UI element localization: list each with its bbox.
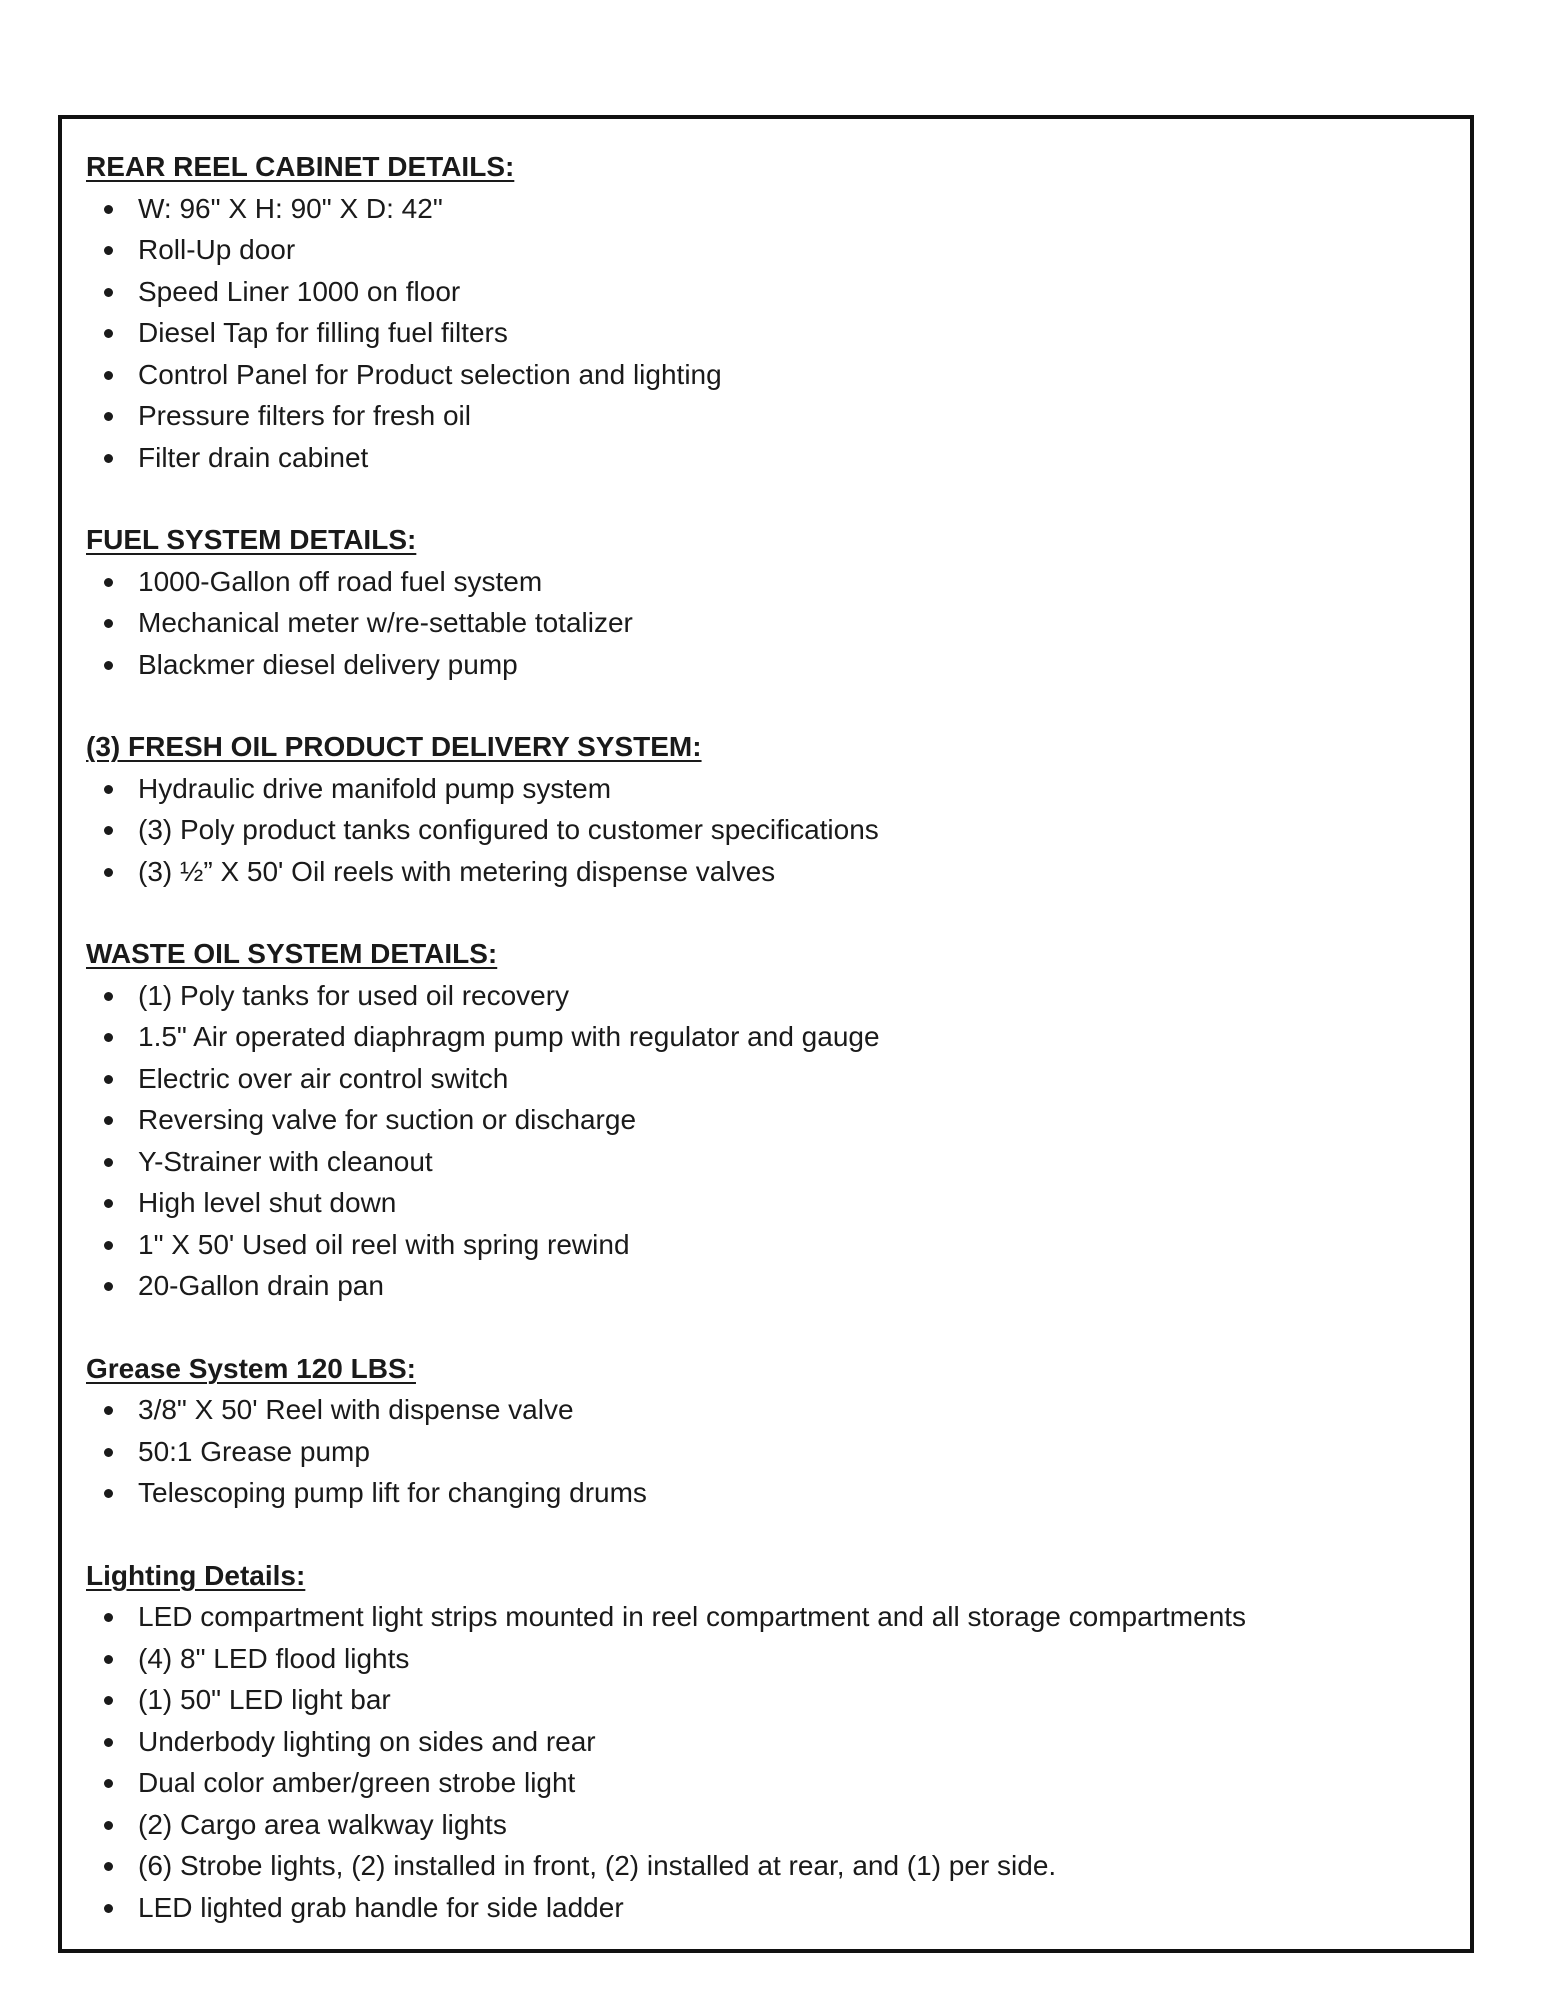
list-item: [86, 602, 1456, 644]
bullet-icon: [104, 1241, 113, 1250]
list-item: [86, 1679, 1456, 1721]
list-item: [86, 1721, 1456, 1763]
list-item-text: 1.5" Air operated diaphragm pump with regulator and gauge: [138, 1021, 880, 1052]
bullet-icon: [104, 1613, 113, 1622]
list-item: [86, 437, 1456, 479]
bullet-icon: [104, 371, 113, 380]
list-item: [86, 395, 1456, 437]
list-item: [86, 1431, 1456, 1473]
list-item-text: 3/8" X 50' Reel with dispense valve: [138, 1394, 574, 1425]
list-item-text: (4) 8" LED flood lights: [138, 1642, 410, 1674]
list-item-text: (1) 50" LED light bar: [138, 1684, 391, 1715]
bullet-icon: [104, 661, 113, 670]
bullet-icon: [104, 1904, 113, 1913]
list-item: [86, 1265, 1456, 1307]
list-item-text: Filter drain cabinet: [138, 441, 369, 473]
list-item: [86, 1845, 1456, 1887]
list-item-text: Speed Liner 1000 on floor: [138, 275, 461, 307]
list-item: [86, 561, 1456, 603]
list-item-text: Pressure filters for fresh oil: [138, 400, 471, 431]
list-item-text: Blackmer diesel delivery pump: [138, 648, 518, 680]
list-item-text: Electric over air control switch: [138, 1062, 509, 1094]
list-item: [86, 1224, 1456, 1266]
section-lighting: [86, 1555, 1456, 1929]
section-heading: Grease System 120 LBS:: [86, 1352, 416, 1384]
bullet-icon: [104, 868, 113, 877]
list-item-text: Roll-Up door: [138, 234, 296, 265]
list-item-text: Mechanical meter w/re-settable totalizer: [138, 607, 633, 638]
list-item: [86, 1638, 1456, 1680]
section-waste-oil-system: [86, 933, 1456, 1307]
list-item: [86, 809, 1456, 851]
list-item-text: Hydraulic drive manifold pump system: [138, 772, 612, 804]
list-item: [86, 1058, 1456, 1100]
bullet-icon: [104, 1406, 113, 1415]
bullet-icon: [104, 1033, 113, 1042]
spec-sheet-content: [86, 146, 1456, 1928]
bullet-icon: [104, 578, 113, 587]
list-item-text: LED lighted grab handle for side ladder: [138, 1891, 624, 1923]
section-heading: WASTE OIL SYSTEM DETAILS:: [86, 938, 498, 969]
bullet-icon: [104, 454, 113, 463]
bullet-icon: [104, 992, 113, 1001]
bullet-icon: [104, 205, 113, 214]
bullet-icon: [104, 1489, 113, 1498]
list-item: [86, 1182, 1456, 1224]
list-item: [86, 1596, 1456, 1638]
bullet-icon: [104, 1696, 113, 1705]
bullet-icon: [104, 826, 113, 835]
list-item-text: (3) ½” X 50' Oil reels with metering dispense valves: [138, 855, 776, 887]
bullet-icon: [104, 329, 113, 338]
list-item: [86, 1762, 1456, 1804]
section-rear-reel-cabinet: [86, 146, 1456, 478]
section-heading: REAR REEL CABINET DETAILS:: [86, 151, 515, 182]
list-item: [86, 229, 1456, 271]
section-fuel-system: [86, 519, 1456, 685]
list-item-text: LED compartment light strips mounted in reel compartment and all storage compartments: [138, 1601, 1247, 1632]
list-item: [86, 975, 1456, 1017]
section-heading: Lighting Details:: [86, 1559, 306, 1591]
list-item-text: 50:1 Grease pump: [138, 1435, 370, 1467]
bullet-list: [86, 1596, 1456, 1928]
bullet-icon: [104, 1199, 113, 1208]
list-item-text: 1" X 50' Used oil reel with spring rewind: [138, 1228, 630, 1260]
list-item: [86, 312, 1456, 354]
list-item-text: High level shut down: [138, 1187, 397, 1218]
list-item: [86, 188, 1456, 230]
list-item-text: 1000-Gallon off road fuel system: [138, 565, 543, 597]
bullet-icon: [104, 1116, 113, 1125]
list-item-text: Dual color amber/green strobe light: [138, 1767, 576, 1798]
list-item-text: (2) Cargo area walkway lights: [138, 1808, 507, 1840]
list-item-text: Control Panel for Product selection and lighting: [138, 358, 722, 390]
list-item: [86, 644, 1456, 686]
list-item: [86, 1389, 1456, 1431]
section-grease-system: [86, 1348, 1456, 1514]
bullet-icon: [104, 1655, 113, 1664]
list-item-text: Underbody lighting on sides and rear: [138, 1725, 596, 1757]
bullet-icon: [104, 619, 113, 628]
list-item-text: Diesel Tap for filling fuel filters: [138, 317, 508, 348]
bullet-icon: [104, 246, 113, 255]
list-item-text: Y-Strainer with cleanout: [138, 1145, 433, 1177]
bullet-icon: [104, 1282, 113, 1291]
list-item-text: Telescoping pump lift for changing drums: [138, 1477, 647, 1508]
list-item: [86, 1804, 1456, 1846]
section-heading: FUEL SYSTEM DETAILS:: [86, 524, 417, 555]
bullet-icon: [104, 288, 113, 297]
list-item: [86, 1099, 1456, 1141]
bullet-icon: [104, 785, 113, 794]
list-item: [86, 1887, 1456, 1929]
bullet-icon: [104, 1862, 113, 1871]
bullet-icon: [104, 1158, 113, 1167]
bullet-icon: [104, 412, 113, 421]
bullet-list: [86, 975, 1456, 1307]
list-item: [86, 1472, 1456, 1514]
list-item: [86, 1016, 1456, 1058]
list-item: [86, 354, 1456, 396]
list-item-text: W: 96" X H: 90" X D: 42": [138, 192, 443, 224]
section-heading: (3) FRESH OIL PRODUCT DELIVERY SYSTEM:: [86, 731, 702, 762]
list-item-text: (1) Poly tanks for used oil recovery: [138, 979, 570, 1011]
bullet-icon: [104, 1779, 113, 1788]
section-fresh-oil-delivery: [86, 726, 1456, 892]
bullet-list: [86, 1389, 1456, 1514]
bullet-list: [86, 768, 1456, 893]
list-item: [86, 271, 1456, 313]
bullet-icon: [104, 1738, 113, 1747]
list-item-text: (6) Strobe lights, (2) installed in front, (2) installed at rear, and (1) per side.: [138, 1850, 1057, 1881]
list-item-text: (3) Poly product tanks configured to customer specifications: [138, 814, 879, 845]
bullet-icon: [104, 1448, 113, 1457]
bullet-icon: [104, 1821, 113, 1830]
bullet-icon: [104, 1075, 113, 1084]
list-item-text: Reversing valve for suction or discharge: [138, 1104, 637, 1135]
list-item-text: 20-Gallon drain pan: [138, 1270, 384, 1301]
bullet-list: [86, 188, 1456, 479]
list-item: [86, 1141, 1456, 1183]
list-item: [86, 851, 1456, 893]
bullet-list: [86, 561, 1456, 686]
list-item: [86, 768, 1456, 810]
